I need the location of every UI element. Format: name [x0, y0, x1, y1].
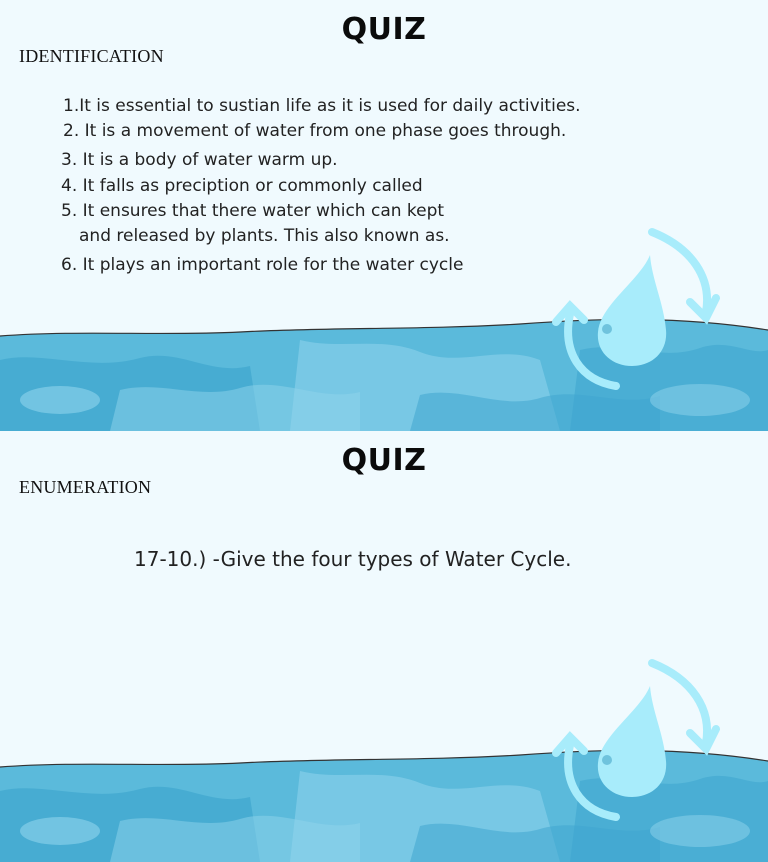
- question-5: 5. It ensures that there water which can kept: [61, 201, 445, 221]
- question-2: 2. It is a movement of water from one phase goes through.: [63, 121, 567, 141]
- water-drop-icon: [598, 255, 666, 366]
- water-drop-icon: [598, 686, 666, 797]
- slide-enumeration: [0, 431, 768, 862]
- question-3: 3. It is a body of water warm up.: [61, 150, 338, 170]
- question-4: 4. It falls as preciption or commonly called: [61, 176, 423, 196]
- quiz-title: QUIZ: [341, 12, 427, 47]
- section-label-identification: IDENTIFICATION: [19, 46, 164, 66]
- question-6: 6. It plays an important role for the water cycle: [61, 255, 464, 275]
- quiz-title: QUIZ: [341, 443, 427, 478]
- question-1: 1.It is essential to sustian life as it is used for daily activities.: [63, 96, 581, 116]
- question-5-continued: and released by plants. This also known as.: [79, 226, 450, 246]
- enumeration-question: 17-10.) -Give the four types of Water Cycle.: [134, 547, 572, 571]
- section-label-enumeration: ENUMERATION: [19, 477, 152, 497]
